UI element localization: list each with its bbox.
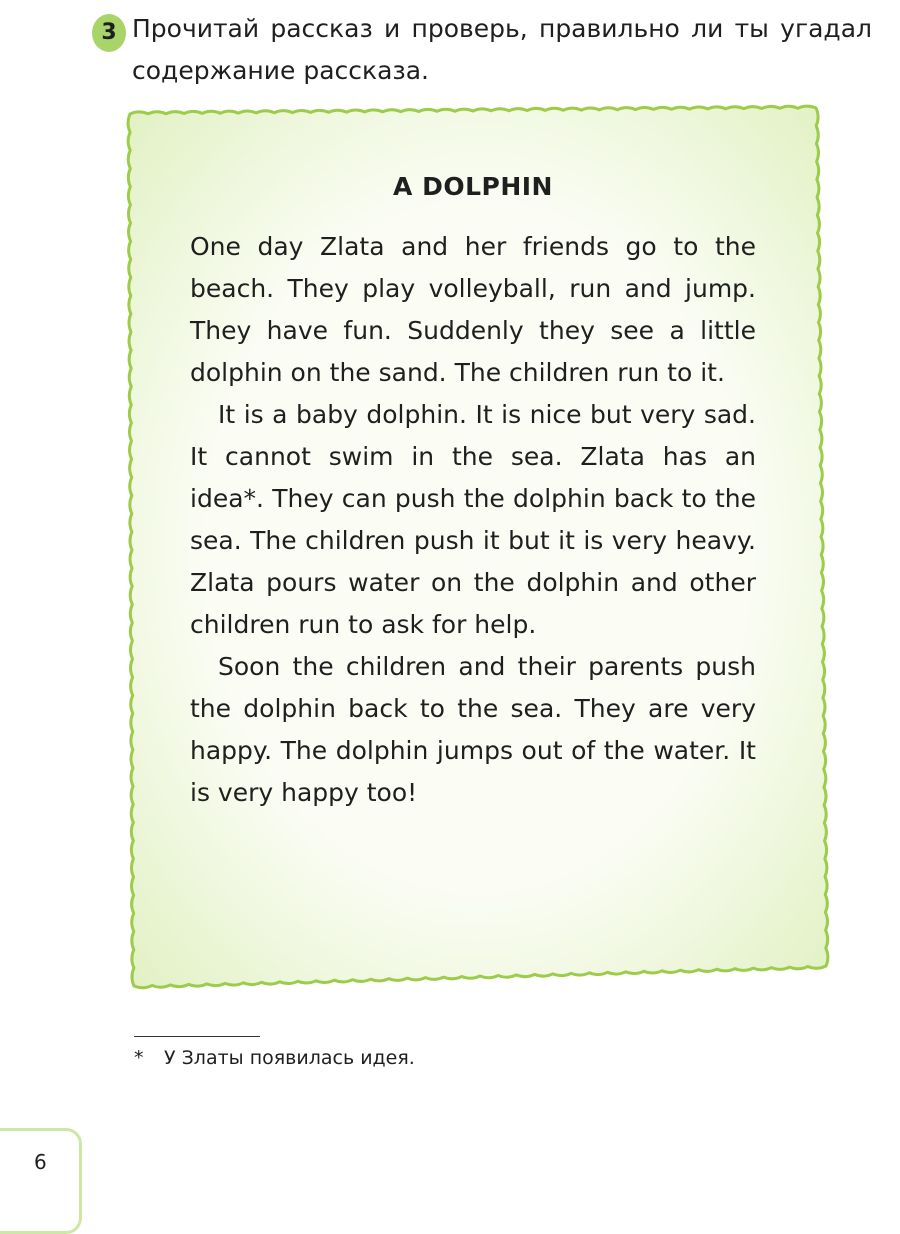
story-paragraph: It is a baby dolphin. It is nice but very sad. It cannot swim in the sea. Zlata has an idea*. They can push the dolphin back to the sea. The children push it but it is very heavy. Zlata pours water on the dolphin and other children run to ask for help. — [190, 400, 756, 639]
footnote-text: У Златы появилась идея. — [164, 1047, 415, 1069]
story-text — [190, 226, 756, 814]
footnote-divider — [134, 1036, 260, 1037]
story-paragraph: One day Zlata and her friends go to the beach. They play volleyball, run and jump. They have fun. Suddenly they see a little dolphin on the sand. The children run to it. — [190, 232, 756, 387]
task-instruction: Прочитай рассказ и проверь, правильно ли ты угадал содержание рассказа. — [132, 14, 872, 85]
story-title: A DOLPHIN — [393, 172, 553, 201]
task-number-badge: 3 — [92, 14, 126, 52]
footnote — [134, 1044, 415, 1072]
page-number: 6 — [34, 1150, 47, 1174]
story-paragraph: Soon the children and their parents push the dolphin back to the sea. They are very happy. The dolphin jumps out of the water. It is very happy too! — [190, 652, 756, 807]
footnote-marker: * — [134, 1047, 144, 1069]
page-number-tab — [0, 1128, 82, 1234]
task-header — [92, 8, 872, 92]
story-frame — [106, 92, 840, 1000]
